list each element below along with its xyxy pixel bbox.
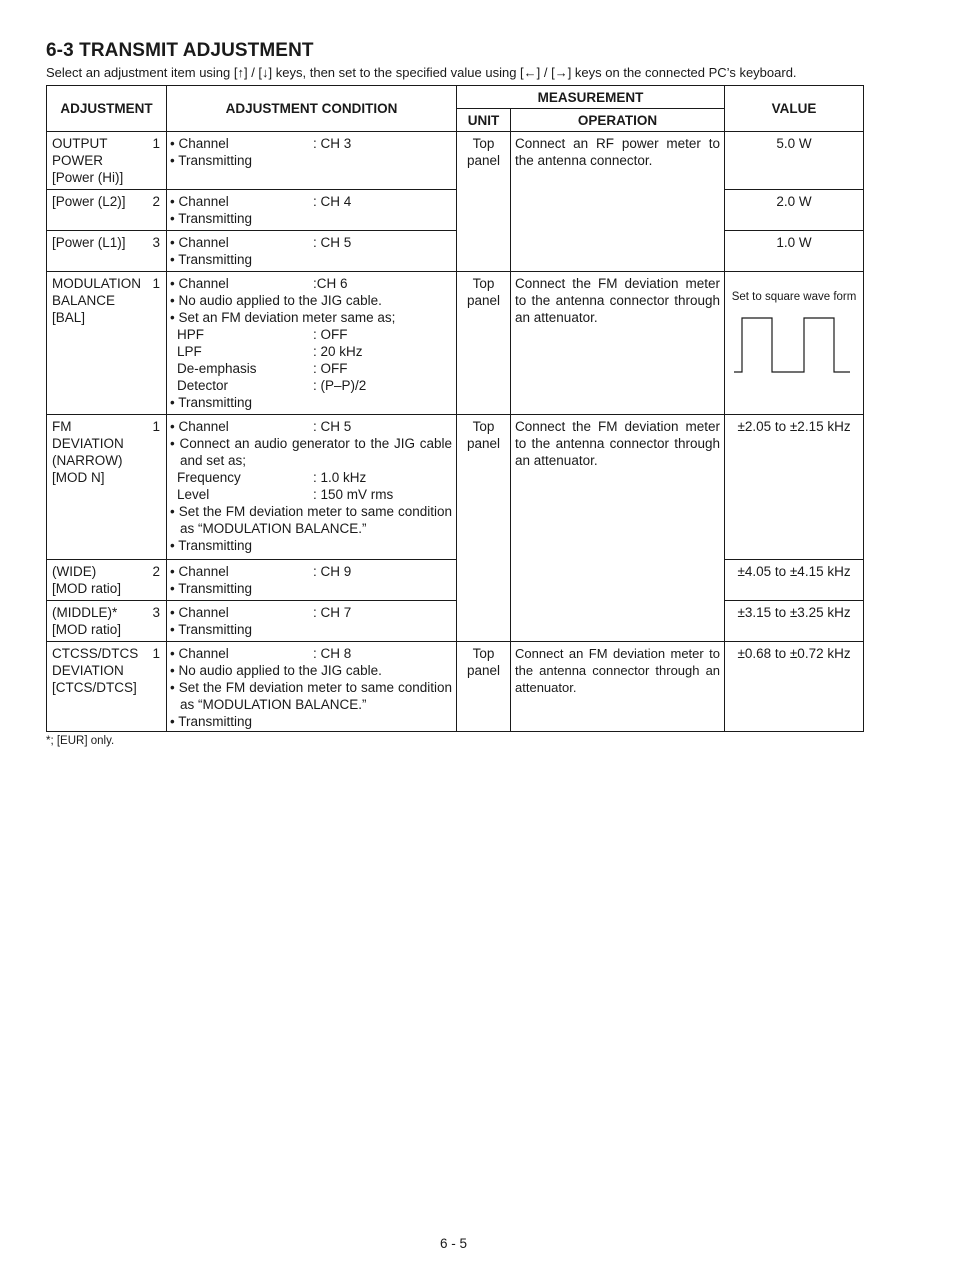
step-number: 3 — [145, 231, 167, 272]
adjustment-name: (MIDDLE)* [MOD ratio] — [47, 601, 145, 642]
adjustment-name: FM DEVIATION (NARROW) [MOD N] — [47, 415, 145, 560]
target-value: ±2.05 to ±2.15 kHz — [725, 415, 864, 560]
measurement-operation: Connect the FM deviation meter to the antenna connector through an attenuator. — [511, 272, 725, 415]
step-number: 3 — [145, 601, 167, 642]
adjustment-condition: • Channel : CH 4 • Transmitting — [167, 190, 457, 231]
header-value: VALUE — [725, 86, 864, 132]
adjustment-condition: • Channel : CH 7 • Transmitting — [167, 601, 457, 642]
table-row — [47, 132, 864, 190]
adjustment-name: [Power (L2)] — [47, 190, 145, 231]
target-value: 2.0 W — [725, 190, 864, 231]
table-row — [47, 415, 864, 560]
measurement-operation: Connect an FM deviation meter to the antenna connector through an attenuator. — [511, 642, 725, 732]
header-condition: ADJUSTMENT CONDITION — [167, 86, 457, 132]
adjustment-name: OUTPUT POWER [Power (Hi)] — [47, 132, 145, 190]
page-number: 6 - 5 — [440, 1236, 468, 1251]
step-number: 1 — [145, 415, 167, 560]
instructions: Select an adjustment item using [↑] / [↓] keys, then set to the specified value using [←] / [→] keys on the connected PC’s keyboard. — [46, 65, 797, 80]
target-value: 1.0 W — [725, 231, 864, 272]
step-number: 1 — [145, 132, 167, 190]
measurement-unit: Top panel — [457, 132, 511, 272]
table-row — [47, 190, 864, 231]
table-row — [47, 601, 864, 642]
measurement-unit: Top panel — [457, 642, 511, 732]
footnote: *; [EUR] only. — [46, 735, 115, 747]
target-value: 5.0 W — [725, 132, 864, 190]
step-number: 1 — [145, 642, 167, 732]
target-value — [725, 272, 864, 415]
square-wave-icon — [732, 314, 856, 376]
target-value: ±4.05 to ±4.15 kHz — [725, 560, 864, 601]
adjustment-condition: • Channel : CH 5 • Transmitting — [167, 231, 457, 272]
transmit-adjustment-table — [46, 85, 864, 732]
target-value: ±3.15 to ±3.25 kHz — [725, 601, 864, 642]
step-number: 2 — [145, 190, 167, 231]
adjustment-name: CTCSS/DTCS DEVIATION [CTCS/DTCS] — [47, 642, 145, 732]
adjustment-condition: • Channel : CH 8 • No audio applied to the JIG cable. • Set the FM deviation meter to same condition as “MODULATION BALANCE.” • Transmitting — [167, 642, 457, 732]
step-number: 2 — [145, 560, 167, 601]
adjustment-condition: • Channel : CH 5 • Connect an audio generator to the JIG cable and set as; Frequency : 1.0 kHz Level : 150 mV rms • Set the FM deviation meter to same condition as “MODULATION BALANCE.” • Transmitting — [167, 415, 457, 560]
measurement-unit: Top panel — [457, 272, 511, 415]
adjustment-condition: • Channel : CH 3 • Transmitting — [167, 132, 457, 190]
target-value: ±0.68 to ±0.72 kHz — [725, 642, 864, 732]
header-adjustment: ADJUSTMENT — [47, 86, 167, 132]
adjustment-condition: • Channel :CH 6 • No audio applied to the JIG cable. • Set an FM deviation meter same as; HPF : OFF LPF : 20 kHz De-emphasis : OFF Detector : (P–P)/2 • Transmitting — [167, 272, 457, 415]
table-row — [47, 642, 864, 732]
adjustment-name: MODULATION BALANCE [BAL] — [47, 272, 145, 415]
header-unit: UNIT — [457, 109, 511, 132]
adjustment-name: (WIDE) [MOD ratio] — [47, 560, 145, 601]
table-row — [47, 272, 864, 415]
header-operation: OPERATION — [511, 109, 725, 132]
table-row — [47, 560, 864, 601]
measurement-operation: Connect the FM deviation meter to the antenna connector through an attenuator. — [511, 415, 725, 642]
table-row — [47, 231, 864, 272]
page-title: 6-3 TRANSMIT ADJUSTMENT — [46, 40, 314, 61]
header-measurement: MEASUREMENT — [457, 86, 725, 109]
step-number: 1 — [145, 272, 167, 415]
measurement-unit: Top panel — [457, 415, 511, 642]
measurement-operation: Connect an RF power meter to the antenna connector. — [511, 132, 725, 272]
adjustment-condition: • Channel : CH 9 • Transmitting — [167, 560, 457, 601]
waveform-note: Set to square wave form — [731, 291, 857, 303]
adjustment-name: [Power (L1)] — [47, 231, 145, 272]
